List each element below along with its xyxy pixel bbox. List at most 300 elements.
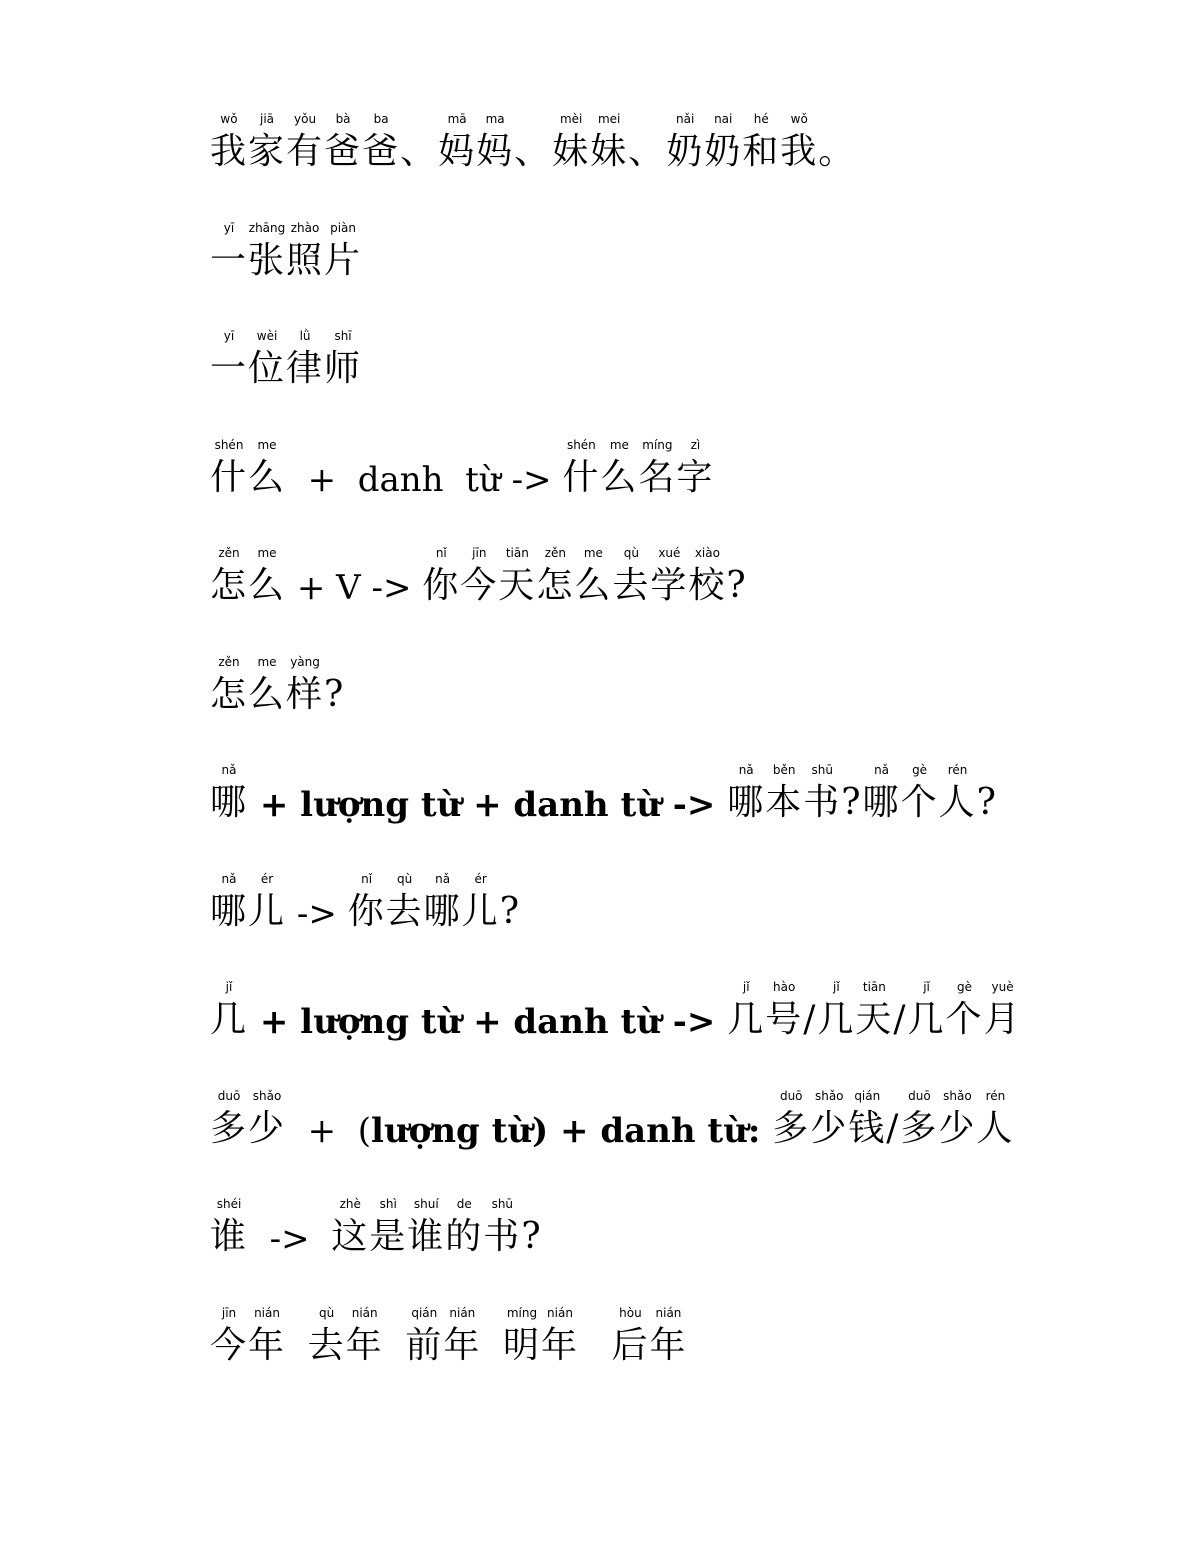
pinyin: qù xyxy=(307,1305,346,1320)
text-line xyxy=(210,546,748,608)
hanzi: / xyxy=(803,999,818,1040)
chinese-phrase xyxy=(727,763,998,825)
hanzi: 家 xyxy=(248,131,287,172)
hanzi: 多 xyxy=(900,1107,939,1149)
hanzi-with-pinyin xyxy=(727,763,766,823)
hanzi: 哪 xyxy=(862,782,901,823)
hanzi-with-pinyin xyxy=(938,1088,977,1149)
vietnamese-text: lượng từ) + danh từ: xyxy=(371,1110,773,1151)
vietnamese-text: + V -> xyxy=(286,568,423,608)
hanzi: 一 xyxy=(210,239,249,281)
pinyin: jǐ xyxy=(817,980,856,994)
hanzi-with-pinyin xyxy=(611,1305,650,1366)
chinese-phrase xyxy=(422,546,747,608)
pinyin: gè xyxy=(900,763,939,777)
pinyin: nǐ xyxy=(347,871,386,886)
hanzi: 少 xyxy=(810,1107,849,1149)
hanzi: 、 xyxy=(400,131,439,172)
pinyin: yàng xyxy=(286,654,325,669)
pinyin: shéi xyxy=(210,1197,249,1211)
pinyin: nián xyxy=(540,1305,579,1320)
pinyin xyxy=(500,872,521,891)
pinyin: duō xyxy=(772,1088,811,1103)
hanzi-with-pinyin xyxy=(649,1305,688,1366)
pinyin: me xyxy=(248,654,287,669)
hanzi: 月 xyxy=(983,999,1022,1040)
text-line xyxy=(210,1306,687,1368)
hanzi-with-pinyin xyxy=(407,1197,446,1257)
pinyin xyxy=(726,546,747,565)
pinyin: nǎ xyxy=(423,871,462,886)
hanzi-with-pinyin xyxy=(345,1305,384,1366)
hanzi: 一 xyxy=(210,348,249,389)
hanzi-with-pinyin xyxy=(612,546,651,606)
pinyin: wèi xyxy=(248,329,287,343)
hanzi-with-pinyin xyxy=(286,220,325,281)
hanzi: 儿 xyxy=(248,890,287,932)
vietnamese-text: + ( xyxy=(286,1110,372,1151)
chinese-phrase xyxy=(210,438,286,500)
hanzi-with-pinyin xyxy=(324,674,345,715)
pinyin: zì xyxy=(676,437,715,452)
text-line xyxy=(210,1089,1014,1151)
hanzi: 妹 xyxy=(590,131,629,172)
chinese-phrase xyxy=(210,872,286,934)
hanzi-with-pinyin xyxy=(324,112,363,172)
hanzi-with-pinyin xyxy=(727,980,766,1040)
hanzi-with-pinyin xyxy=(848,1088,887,1149)
pinyin: nǎ xyxy=(210,871,248,886)
chinese-phrase xyxy=(611,1306,687,1368)
hanzi-with-pinyin xyxy=(347,871,386,932)
hanzi: 明 xyxy=(502,1324,541,1366)
hanzi: 字 xyxy=(676,456,715,498)
pinyin: ma xyxy=(476,112,515,126)
hanzi: 照 xyxy=(286,239,325,281)
vietnamese-text: + lượng từ + danh từ -> xyxy=(248,785,728,825)
hanzi: 爸 xyxy=(362,131,401,172)
pinyin: wǒ xyxy=(780,112,819,126)
pinyin: zhāng xyxy=(248,220,287,235)
hanzi-with-pinyin xyxy=(210,654,249,715)
text-line xyxy=(210,112,856,174)
hanzi: 妈 xyxy=(438,131,477,172)
hanzi-with-pinyin xyxy=(628,131,666,172)
hanzi: 爸 xyxy=(324,131,363,172)
hanzi: 今 xyxy=(460,565,499,606)
hanzi: 天 xyxy=(855,999,894,1040)
hanzi: 律 xyxy=(286,348,325,389)
pinyin: nián xyxy=(248,1305,287,1320)
hanzi: 号 xyxy=(765,999,804,1040)
hanzi: 前 xyxy=(405,1324,444,1366)
pinyin: yī xyxy=(210,329,248,343)
hanzi-with-pinyin xyxy=(400,131,438,172)
hanzi-with-pinyin xyxy=(666,112,705,172)
hanzi: 什 xyxy=(210,456,249,498)
hanzi-with-pinyin xyxy=(362,112,401,172)
pinyin: ér xyxy=(461,871,500,886)
hanzi: 怎 xyxy=(210,673,249,715)
hanzi: 哪 xyxy=(423,890,462,932)
hanzi-with-pinyin xyxy=(726,565,747,606)
pinyin: zěn xyxy=(210,546,249,560)
hanzi: 。 xyxy=(818,131,857,172)
hanzi-with-pinyin xyxy=(862,763,901,823)
hanzi-with-pinyin xyxy=(307,1305,346,1366)
vietnamese-text: -> xyxy=(248,1219,332,1259)
pinyin: me xyxy=(574,546,613,560)
hanzi-with-pinyin xyxy=(742,112,781,172)
hanzi: 你 xyxy=(422,565,461,606)
hanzi-with-pinyin xyxy=(461,871,500,932)
pinyin: nǎ xyxy=(210,763,248,777)
pinyin: shì xyxy=(369,1197,408,1211)
pinyin: nǎ xyxy=(862,763,901,777)
pinyin xyxy=(628,112,666,131)
hanzi: ? xyxy=(521,1216,543,1257)
hanzi-with-pinyin xyxy=(500,891,521,932)
hanzi: / xyxy=(886,1107,901,1149)
hanzi-with-pinyin xyxy=(803,763,842,823)
hanzi-with-pinyin xyxy=(498,546,537,606)
pinyin: tiān xyxy=(498,546,537,560)
pinyin: shǎo xyxy=(938,1088,977,1103)
hanzi-with-pinyin xyxy=(552,112,591,172)
pinyin xyxy=(977,763,998,782)
chinese-phrase xyxy=(727,980,1021,1042)
hanzi: 我 xyxy=(780,131,819,172)
pinyin: míng xyxy=(502,1305,541,1320)
chinese-phrase xyxy=(308,1306,384,1368)
hanzi-with-pinyin xyxy=(817,980,856,1040)
pinyin: rén xyxy=(938,763,977,777)
vietnamese-text xyxy=(384,1328,406,1368)
hanzi-with-pinyin xyxy=(600,437,639,498)
hanzi: 几 xyxy=(907,999,946,1040)
hanzi-with-pinyin xyxy=(331,1197,370,1257)
chinese-phrase xyxy=(210,1089,286,1151)
hanzi-with-pinyin xyxy=(886,1108,900,1149)
pinyin: běn xyxy=(765,763,804,777)
hanzi: 年 xyxy=(345,1324,384,1366)
hanzi: 本 xyxy=(765,782,804,823)
hanzi: 、 xyxy=(628,131,667,172)
hanzi-with-pinyin xyxy=(855,980,894,1040)
hanzi-with-pinyin xyxy=(324,329,363,389)
chinese-phrase xyxy=(210,1306,286,1368)
pinyin: míng xyxy=(638,437,677,452)
hanzi: 儿 xyxy=(461,890,500,932)
hanzi: 妹 xyxy=(552,131,591,172)
pinyin: shuí xyxy=(407,1197,446,1211)
pinyin: shī xyxy=(324,329,363,343)
hanzi-with-pinyin xyxy=(248,220,287,281)
hanzi-with-pinyin xyxy=(562,437,601,498)
hanzi: 人 xyxy=(976,1107,1015,1149)
hanzi-with-pinyin xyxy=(938,763,977,823)
hanzi-with-pinyin xyxy=(210,437,249,498)
chinese-phrase xyxy=(210,546,286,608)
pinyin: jiā xyxy=(248,112,287,126)
hanzi-with-pinyin xyxy=(438,112,477,172)
hanzi-with-pinyin xyxy=(765,763,804,823)
vietnamese-text: + lượng từ + danh từ -> xyxy=(248,1002,728,1042)
vietnamese-text xyxy=(481,1328,503,1368)
hanzi: 是 xyxy=(369,1216,408,1257)
hanzi: 年 xyxy=(540,1324,579,1366)
pinyin: zěn xyxy=(536,546,575,560)
hanzi-with-pinyin xyxy=(540,1305,579,1366)
hanzi: 哪 xyxy=(210,782,249,823)
hanzi-with-pinyin xyxy=(780,112,819,172)
hanzi-with-pinyin xyxy=(676,437,715,498)
pinyin xyxy=(514,112,552,131)
hanzi: ? xyxy=(841,782,863,823)
chinese-phrase xyxy=(210,221,362,283)
pinyin: zhào xyxy=(286,220,325,235)
pinyin: wǒ xyxy=(210,112,248,126)
hanzi-with-pinyin xyxy=(210,1197,249,1257)
hanzi: ? xyxy=(324,673,346,715)
hanzi: ? xyxy=(976,782,998,823)
hanzi-with-pinyin xyxy=(286,654,325,715)
hanzi: ? xyxy=(726,565,748,606)
pinyin: duō xyxy=(210,1088,249,1103)
hanzi: 多 xyxy=(772,1107,811,1149)
hanzi-with-pinyin xyxy=(818,131,856,172)
hanzi: 名 xyxy=(638,456,677,498)
text-line xyxy=(210,763,998,825)
hanzi-with-pinyin xyxy=(502,1305,541,1366)
pinyin: xué xyxy=(650,546,689,560)
hanzi-with-pinyin xyxy=(210,329,249,389)
hanzi: 师 xyxy=(324,348,363,389)
hanzi-with-pinyin xyxy=(688,546,727,606)
hanzi: 学 xyxy=(650,565,689,606)
hanzi-with-pinyin xyxy=(210,220,249,281)
hanzi: 个 xyxy=(945,999,984,1040)
pinyin: jīn xyxy=(210,1305,248,1320)
pinyin: piàn xyxy=(324,220,363,235)
hanzi-with-pinyin xyxy=(210,1305,249,1366)
hanzi-with-pinyin xyxy=(945,980,984,1040)
hanzi: 奶 xyxy=(666,131,705,172)
pinyin: hòu xyxy=(611,1305,650,1320)
text-line xyxy=(210,655,345,717)
pinyin: nǎ xyxy=(727,763,766,777)
hanzi-with-pinyin xyxy=(841,782,862,823)
chinese-phrase xyxy=(210,980,248,1042)
hanzi: 后 xyxy=(611,1324,650,1366)
pinyin: gè xyxy=(945,980,984,994)
hanzi: 有 xyxy=(286,131,325,172)
hanzi-with-pinyin xyxy=(248,1305,287,1366)
pinyin: hé xyxy=(742,112,781,126)
hanzi: 书 xyxy=(483,1216,522,1257)
hanzi-with-pinyin xyxy=(286,112,325,172)
pinyin xyxy=(818,112,856,131)
hanzi-with-pinyin xyxy=(476,112,515,172)
hanzi-with-pinyin xyxy=(521,1216,542,1257)
pinyin: tiān xyxy=(855,980,894,994)
hanzi: 年 xyxy=(443,1324,482,1366)
text-line xyxy=(210,438,714,500)
pinyin: mā xyxy=(438,112,477,126)
pinyin: me xyxy=(248,437,287,452)
hanzi-with-pinyin xyxy=(248,546,287,606)
hanzi: 几 xyxy=(817,999,856,1040)
hanzi-with-pinyin xyxy=(803,999,817,1040)
hanzi: 今 xyxy=(210,1324,249,1366)
hanzi-with-pinyin xyxy=(445,1197,484,1257)
hanzi: 去 xyxy=(385,890,424,932)
hanzi-with-pinyin xyxy=(385,871,424,932)
pinyin: zhè xyxy=(331,1197,370,1211)
hanzi: 样 xyxy=(286,673,325,715)
pinyin: mei xyxy=(590,112,629,126)
pinyin: de xyxy=(445,1197,484,1211)
hanzi-with-pinyin xyxy=(514,131,552,172)
chinese-phrase xyxy=(210,329,362,391)
pinyin: qián xyxy=(405,1305,444,1320)
hanzi-with-pinyin xyxy=(423,871,462,932)
hanzi: 妈 xyxy=(476,131,515,172)
hanzi-with-pinyin xyxy=(422,546,461,606)
chinese-phrase xyxy=(210,655,345,717)
pinyin: nai xyxy=(704,112,743,126)
pinyin xyxy=(886,1089,900,1108)
pinyin: xiào xyxy=(688,546,727,560)
chinese-phrase xyxy=(210,1197,248,1259)
hanzi-with-pinyin xyxy=(405,1305,444,1366)
hanzi-with-pinyin xyxy=(650,546,689,606)
hanzi-with-pinyin xyxy=(443,1305,482,1366)
hanzi: 这 xyxy=(331,1216,370,1257)
pinyin: duō xyxy=(900,1088,939,1103)
hanzi: 奶 xyxy=(704,131,743,172)
pinyin xyxy=(841,763,862,782)
hanzi: 去 xyxy=(307,1324,346,1366)
hanzi-with-pinyin xyxy=(210,112,249,172)
pinyin xyxy=(521,1197,542,1216)
pinyin: rén xyxy=(976,1088,1015,1103)
text-line xyxy=(210,980,1022,1042)
pinyin xyxy=(803,980,817,999)
hanzi: ? xyxy=(499,890,521,932)
hanzi-with-pinyin xyxy=(483,1197,522,1257)
pinyin: nǎi xyxy=(666,112,705,126)
hanzi-with-pinyin xyxy=(976,1088,1015,1149)
hanzi-with-pinyin xyxy=(286,329,325,389)
vietnamese-text: + danh từ -> xyxy=(286,459,563,500)
hanzi-with-pinyin xyxy=(772,1088,811,1149)
hanzi-with-pinyin xyxy=(248,329,287,389)
hanzi-with-pinyin xyxy=(983,980,1022,1040)
pinyin: nián xyxy=(345,1305,384,1320)
hanzi-with-pinyin xyxy=(590,112,629,172)
pinyin xyxy=(324,655,345,674)
pinyin: qián xyxy=(848,1088,887,1103)
hanzi: 么 xyxy=(248,673,287,715)
hanzi: 和 xyxy=(742,131,781,172)
pinyin: shén xyxy=(562,437,601,452)
pinyin: shén xyxy=(210,437,249,452)
chinese-phrase xyxy=(503,1306,579,1368)
hanzi-with-pinyin xyxy=(638,437,677,498)
hanzi: 么 xyxy=(248,565,287,606)
pinyin: hào xyxy=(765,980,804,994)
hanzi-with-pinyin xyxy=(324,220,363,281)
hanzi: 天 xyxy=(498,565,537,606)
hanzi: 么 xyxy=(574,565,613,606)
hanzi: 怎 xyxy=(210,565,249,606)
pinyin: shū xyxy=(803,763,842,777)
hanzi: 的 xyxy=(445,1216,484,1257)
pinyin: bà xyxy=(324,112,363,126)
pinyin: yuè xyxy=(983,980,1022,994)
chinese-phrase xyxy=(772,1089,1014,1151)
pinyin: yǒu xyxy=(286,112,325,126)
hanzi: 怎 xyxy=(536,565,575,606)
hanzi-with-pinyin xyxy=(210,546,249,606)
hanzi-with-pinyin xyxy=(893,999,907,1040)
hanzi: 、 xyxy=(514,131,553,172)
hanzi-with-pinyin xyxy=(810,1088,849,1149)
hanzi: 哪 xyxy=(727,782,766,823)
text-line xyxy=(210,329,362,391)
hanzi: 人 xyxy=(938,782,977,823)
pinyin: shǎo xyxy=(248,1088,287,1103)
pinyin: qù xyxy=(612,546,651,560)
pinyin: nǐ xyxy=(422,546,461,560)
hanzi: 么 xyxy=(600,456,639,498)
pinyin: me xyxy=(600,437,639,452)
hanzi: 年 xyxy=(649,1324,688,1366)
pinyin xyxy=(893,980,907,999)
hanzi: 个 xyxy=(900,782,939,823)
hanzi: 位 xyxy=(248,348,287,389)
hanzi: / xyxy=(893,999,908,1040)
hanzi-with-pinyin xyxy=(536,546,575,606)
hanzi: 书 xyxy=(803,782,842,823)
hanzi: 去 xyxy=(612,565,651,606)
vietnamese-text xyxy=(579,1328,611,1368)
hanzi: 么 xyxy=(248,456,287,498)
pinyin: qù xyxy=(385,871,424,886)
chinese-phrase xyxy=(331,1197,542,1259)
hanzi-with-pinyin xyxy=(210,871,249,932)
vietnamese-text: -> xyxy=(286,893,348,934)
pinyin: shǎo xyxy=(810,1088,849,1103)
hanzi-with-pinyin xyxy=(210,1088,249,1149)
hanzi: 钱 xyxy=(848,1107,887,1149)
chinese-phrase xyxy=(348,872,521,934)
hanzi: 多 xyxy=(210,1107,249,1149)
hanzi: 少 xyxy=(248,1107,287,1149)
hanzi: 谁 xyxy=(407,1216,446,1257)
hanzi-with-pinyin xyxy=(900,1088,939,1149)
pinyin: jǐ xyxy=(907,980,946,994)
hanzi: 少 xyxy=(938,1107,977,1149)
hanzi: 片 xyxy=(324,239,363,281)
hanzi: 张 xyxy=(248,239,287,281)
hanzi-with-pinyin xyxy=(900,763,939,823)
pinyin: ba xyxy=(362,112,401,126)
hanzi-with-pinyin xyxy=(369,1197,408,1257)
text-line xyxy=(210,872,521,934)
chinese-phrase xyxy=(562,438,714,500)
